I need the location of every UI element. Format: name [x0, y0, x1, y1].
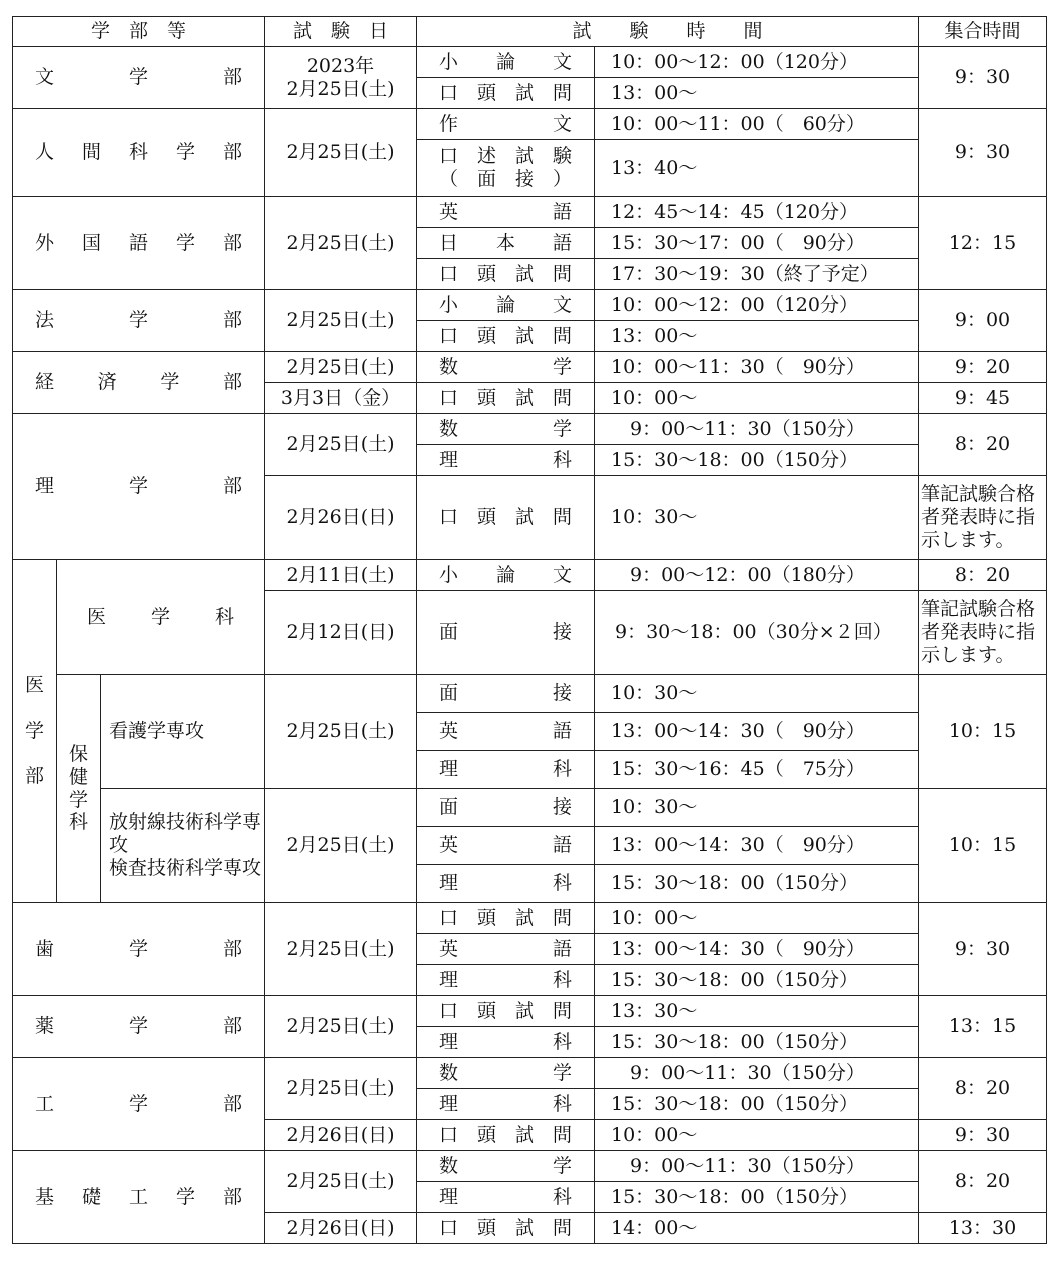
meet-cell: 8：20 — [919, 1058, 1047, 1120]
date-cell: 2月25日(土) — [265, 109, 417, 197]
subject-cell: 日本語 — [417, 228, 595, 259]
subject-cell: 作文 — [417, 109, 595, 140]
date-cell: 2月25日(土) — [265, 1151, 417, 1213]
subject-cell: 口頭試問 — [417, 1213, 595, 1244]
subject-cell: 数学 — [417, 1151, 595, 1182]
dept-cell: 医学科 — [57, 560, 265, 675]
date-cell: 2月25日(土) — [265, 675, 417, 789]
subject-cell: 理科 — [417, 965, 595, 996]
subject-cell: 数学 — [417, 1058, 595, 1089]
table-row — [13, 47, 1047, 78]
date-cell: 2月25日(土) — [265, 197, 417, 290]
time-cell: 15：30〜18：00（150分） — [595, 965, 919, 996]
date-cell: 2月26日(日) — [265, 1120, 417, 1151]
table-row — [13, 996, 1047, 1027]
meet-cell: 10：15 — [919, 789, 1047, 903]
subject-cell: 小論文 — [417, 560, 595, 591]
date-cell: 2月25日(土) — [265, 352, 417, 383]
date-cell: 2月25日(土) — [265, 789, 417, 903]
time-cell: 10：00〜12：00（120分） — [595, 290, 919, 321]
exam-schedule-table — [12, 16, 1047, 1244]
meet-cell: 10：15 — [919, 675, 1047, 789]
time-cell: 13：00〜14：30（ 90分） — [595, 827, 919, 865]
date-cell: 2月25日(土) — [265, 996, 417, 1058]
hoken-dept-cell: 保 健 学 科 — [57, 675, 101, 903]
dept-cell: 文学部 — [13, 47, 265, 109]
time-cell: 9：00〜11：30（150分） — [595, 414, 919, 445]
time-cell: 9：30〜18：00（30分×２回） — [595, 591, 919, 675]
dept-cell: 理学部 — [13, 414, 265, 560]
meet-note-cell: 筆記試験合格者発表時に指示します。 — [919, 591, 1047, 675]
subject-cell: 口頭試問 — [417, 903, 595, 934]
table-row — [13, 903, 1047, 934]
meet-cell: 9：45 — [919, 383, 1047, 414]
time-cell: 15：30〜18：00（150分） — [595, 1182, 919, 1213]
subject-cell: 英語 — [417, 713, 595, 751]
subject-cell: 口頭試問 — [417, 383, 595, 414]
meet-cell: 9：30 — [919, 109, 1047, 197]
subject-cell: 理科 — [417, 751, 595, 789]
date-cell: 2月12日(日) — [265, 591, 417, 675]
table-row — [13, 197, 1047, 228]
time-cell: 15：30〜18：00（150分） — [595, 865, 919, 903]
subject-cell: 口頭試問 — [417, 321, 595, 352]
subject-cell: 英語 — [417, 827, 595, 865]
time-cell: 13：00〜 — [595, 321, 919, 352]
subject-cell: 理科 — [417, 1027, 595, 1058]
subject-cell: 口頭試問 — [417, 78, 595, 109]
subject-cell: 小論文 — [417, 47, 595, 78]
header-subject-time: 試 験 時 間 — [417, 17, 919, 47]
time-cell: 12：45〜14：45（120分） — [595, 197, 919, 228]
table-row — [13, 789, 1047, 827]
time-cell: 13：00〜 — [595, 78, 919, 109]
dept-cell: 法学部 — [13, 290, 265, 352]
table-row — [13, 290, 1047, 321]
meet-cell: 8：20 — [919, 1151, 1047, 1213]
subject-cell: 口頭試問 — [417, 476, 595, 560]
time-cell: 15：30〜18：00（150分） — [595, 1089, 919, 1120]
subject-cell: 小論文 — [417, 290, 595, 321]
subject-cell: 英語 — [417, 197, 595, 228]
subject-cell: 口頭試問 — [417, 259, 595, 290]
table-row — [13, 352, 1047, 383]
time-cell: 10：00〜11：30（ 90分） — [595, 352, 919, 383]
date-cell: 2月26日(日) — [265, 1213, 417, 1244]
time-cell: 9：00〜12：00（180分） — [595, 560, 919, 591]
date-cell: 2月25日(土) — [265, 903, 417, 996]
time-cell: 10：30〜 — [595, 789, 919, 827]
table-row — [13, 1058, 1047, 1089]
major-cell: 看護学専攻 — [101, 675, 265, 789]
date-cell: 2月26日(日) — [265, 476, 417, 560]
meet-cell: 12：15 — [919, 197, 1047, 290]
meet-cell: 9：00 — [919, 290, 1047, 352]
time-cell: 10：00〜12：00（120分） — [595, 47, 919, 78]
meet-cell: 8：20 — [919, 414, 1047, 476]
time-cell: 13：40〜 — [595, 140, 919, 197]
subject-cell: 英語 — [417, 934, 595, 965]
meet-cell: 9：20 — [919, 352, 1047, 383]
header-date: 試 験 日 — [265, 17, 417, 47]
faculty-medicine-cell: 医 学 部 — [13, 560, 57, 903]
subject-cell: 面接 — [417, 591, 595, 675]
time-cell: 13：00〜14：30（ 90分） — [595, 934, 919, 965]
header-meet: 集合時間 — [919, 17, 1047, 47]
meet-cell: 9：30 — [919, 47, 1047, 109]
date-cell: 2月25日(土) — [265, 1058, 417, 1120]
meet-cell: 9：30 — [919, 903, 1047, 996]
header-row — [13, 17, 1047, 47]
table-row — [13, 560, 1047, 591]
subject-cell: 面接 — [417, 789, 595, 827]
time-cell: 10：00〜 — [595, 1120, 919, 1151]
subject-cell: 理科 — [417, 865, 595, 903]
dept-cell: 人間科学部 — [13, 109, 265, 197]
time-cell: 15：30〜18：00（150分） — [595, 445, 919, 476]
time-cell: 14：00〜 — [595, 1213, 919, 1244]
time-cell: 15：30〜17：00（ 90分） — [595, 228, 919, 259]
date-cell: 2月25日(土) — [265, 414, 417, 476]
subject-cell: 面接 — [417, 675, 595, 713]
dept-cell: 基礎工学部 — [13, 1151, 265, 1244]
dept-cell: 歯学部 — [13, 903, 265, 996]
dept-cell: 経済学部 — [13, 352, 265, 414]
time-cell: 15：30〜16：45（ 75分） — [595, 751, 919, 789]
time-cell: 10：30〜 — [595, 675, 919, 713]
time-cell: 13：00〜14：30（ 90分） — [595, 713, 919, 751]
meet-cell: 13：15 — [919, 996, 1047, 1058]
table-row — [13, 675, 1047, 713]
meet-note-cell: 筆記試験合格者発表時に指示します。 — [919, 476, 1047, 560]
time-cell: 17：30〜19：30（終了予定） — [595, 259, 919, 290]
header-dept: 学 部 等 — [13, 17, 265, 47]
subject-cell: 理科 — [417, 1182, 595, 1213]
major-cell: 放射線技術科学専攻 検査技術科学専攻 — [101, 789, 265, 903]
meet-cell: 13：30 — [919, 1213, 1047, 1244]
subject-cell: 数学 — [417, 414, 595, 445]
date-cell: 2月25日(土) — [265, 290, 417, 352]
time-cell: 10：00〜 — [595, 903, 919, 934]
time-cell: 13：30〜 — [595, 996, 919, 1027]
date-cell: 2月11日(土) — [265, 560, 417, 591]
subject-cell: 口頭試問 — [417, 996, 595, 1027]
subject-cell: 数学 — [417, 352, 595, 383]
meet-cell: 8：20 — [919, 560, 1047, 591]
dept-cell: 外国語学部 — [13, 197, 265, 290]
time-cell: 9：00〜11：30（150分） — [595, 1151, 919, 1182]
time-cell: 10：00〜11：00（ 60分） — [595, 109, 919, 140]
date-cell: 3月3日（金） — [265, 383, 417, 414]
table-row — [13, 109, 1047, 140]
subject-cell: 口述試験 （面接） — [417, 140, 595, 197]
dept-cell: 薬学部 — [13, 996, 265, 1058]
time-cell: 9：00〜11：30（150分） — [595, 1058, 919, 1089]
subject-cell: 口頭試問 — [417, 1120, 595, 1151]
subject-cell: 理科 — [417, 1089, 595, 1120]
time-cell: 15：30〜18：00（150分） — [595, 1027, 919, 1058]
dept-cell: 工学部 — [13, 1058, 265, 1151]
subject-cell: 理科 — [417, 445, 595, 476]
time-cell: 10：00〜 — [595, 383, 919, 414]
meet-cell: 9：30 — [919, 1120, 1047, 1151]
table-row — [13, 414, 1047, 445]
date-cell: 2023年 2月25日(土) — [265, 47, 417, 109]
time-cell: 10：30〜 — [595, 476, 919, 560]
table-row — [13, 1151, 1047, 1182]
